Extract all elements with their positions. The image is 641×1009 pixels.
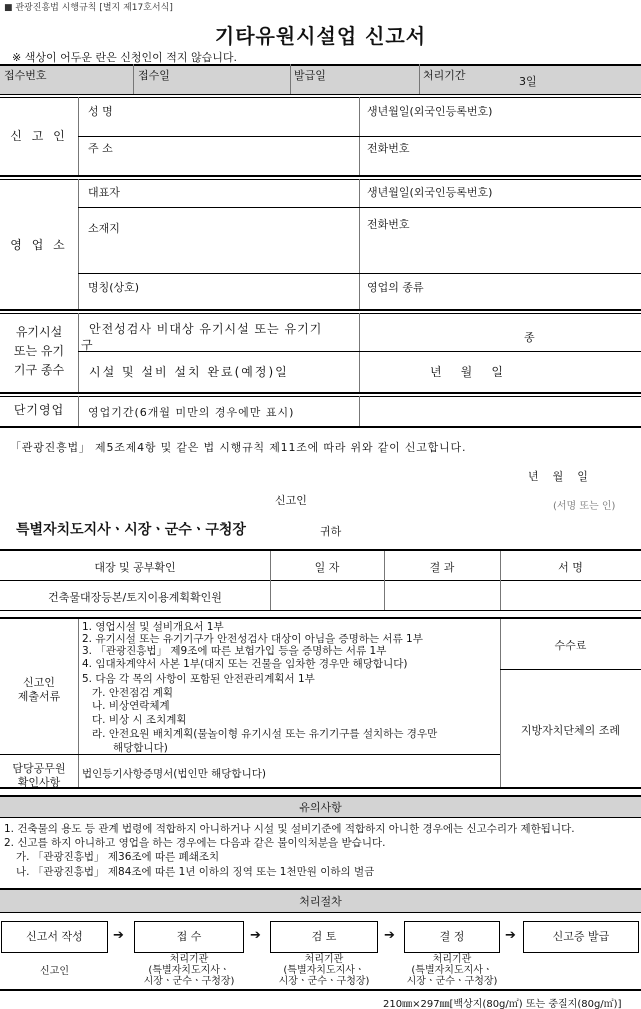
shaded-note: ※ 색상이 어두운 란은 신청인이 적지 않습니다. — [12, 51, 237, 64]
step-actor-agency-detail: 시장ㆍ군수ㆍ구청장) — [278, 976, 370, 987]
document-subitem-cont: 해당합니다) — [113, 742, 168, 754]
document-subitem: 라. 안전요원 배치계획(물놀이형 유기시설 또는 유기기구를 설치하는 경우만 — [92, 728, 438, 740]
step-label: 검 토 — [311, 930, 337, 943]
step-label: 신고증 발급 — [552, 930, 610, 943]
facility-section-label-3: 기구 종수 — [13, 363, 65, 377]
step-receipt — [134, 921, 244, 953]
step-actor-agency-detail: (특별자치도지사ㆍ — [411, 965, 493, 976]
official-check-item: 법인등기사항증명서(법인만 해당합니다) — [82, 768, 266, 780]
step-review — [270, 921, 378, 953]
step-actor-agency: 처리기관 — [432, 954, 472, 965]
issue-date-label: 발급일 — [294, 69, 326, 82]
applicant-section-label: 신 고 인 — [10, 129, 68, 143]
applicant-phone-label[interactable]: 전화번호 — [367, 142, 410, 155]
trade-name-label[interactable]: 명칭(상호) — [88, 281, 140, 294]
declaration-text: 「관광진흥법」 제5조제4항 및 같은 법 시행규칙 제11조에 따라 위와 같이 신고합니다. — [10, 441, 467, 454]
business-period-label[interactable]: 영업기간(6개월 미만의 경우에만 표시) — [88, 406, 295, 419]
arrow-icon: ➔ — [505, 928, 516, 943]
arrow-icon: ➔ — [250, 928, 261, 943]
cautions-title: 유의사항 — [299, 801, 342, 814]
document-item: 5. 다음 각 목의 사항이 포함된 안전관리계획서 1부 — [82, 673, 315, 685]
step-label: 결 정 — [439, 930, 465, 943]
applicant-address-label[interactable]: 주 소 — [88, 142, 113, 155]
caution-subitem: 가. 「관광진흥법」 제36조에 따른 폐쇄조치 — [16, 851, 220, 863]
non-safety-facility-label: 안전성검사 비대상 유기시설 또는 유기기 — [89, 322, 323, 336]
completion-date-units[interactable]: 년 월 일 — [430, 365, 503, 379]
form-reference: ■ 관광진흥법 시행규칙 [별지 제17호서식] — [4, 3, 173, 13]
sign-label[interactable]: (서명 또는 인) — [553, 501, 616, 512]
verify-row-label: 건축물대장등본/토지이용계획확인원 — [48, 591, 222, 604]
step-actor-agency-detail: (특별자치도지사ㆍ — [283, 965, 365, 976]
official-check-label-2: 확인사항 — [17, 776, 61, 789]
verify-header-records: 대장 및 공부확인 — [94, 561, 176, 574]
receipt-number-label: 접수번호 — [4, 69, 47, 82]
verify-header-date: 일 자 — [314, 561, 340, 574]
step-actor-agency-detail: (특별자치도지사ㆍ — [148, 965, 230, 976]
verify-header-result: 결 과 — [429, 561, 455, 574]
recipient: 특별자치도지사ㆍ시장ㆍ군수ㆍ구청장 — [16, 522, 246, 538]
document-item: 3. 「관광진흥법」 제9조에 따른 보험가입 등을 증명하는 서류 1부 — [82, 645, 387, 657]
document-item: 2. 유기시설 또는 유기기구가 안전성검사 대상이 아님을 증명하는 서류 1부 — [82, 633, 423, 645]
document-subitem: 가. 안전점검 계획 — [92, 687, 174, 699]
document-item: 1. 영업시설 및 설비개요서 1부 — [82, 621, 224, 633]
business-section-label: 영 업 소 — [10, 238, 68, 252]
non-safety-facility-label-cont: 구 — [81, 338, 93, 352]
document-subitem: 나. 비상연락체계 — [92, 700, 170, 712]
procedure-title: 처리절차 — [299, 895, 342, 908]
business-type-label[interactable]: 영업의 종류 — [367, 281, 424, 294]
step-issue-certificate — [523, 921, 639, 953]
step-actor-agency: 처리기관 — [304, 954, 344, 965]
business-phone-label[interactable]: 전화번호 — [367, 218, 410, 231]
fee-value: 지방자치단체의 조례 — [520, 724, 621, 737]
facility-section-label-1: 유기시설 — [15, 325, 63, 339]
caution-subitem: 나. 「관광진흥법」 제84조에 따른 1년 이하의 징역 또는 1천만원 이하의 벌금 — [16, 866, 375, 878]
declaration-date[interactable]: 년 월 일 — [528, 470, 588, 483]
step-actor-agency: 처리기관 — [169, 954, 209, 965]
declarant-label: 신고인 — [275, 494, 307, 507]
step-actor-agency-detail: 시장ㆍ군수ㆍ구청장) — [406, 976, 498, 987]
arrow-icon: ➔ — [384, 928, 395, 943]
applicant-birth-label[interactable]: 생년월일(외국인등록번호) — [367, 105, 493, 118]
completion-date-label: 시설 및 설비 설치 완료(예정)일 — [89, 365, 289, 379]
location-label[interactable]: 소재지 — [88, 222, 120, 235]
step-actor-declarant: 신고인 — [40, 966, 69, 977]
receipt-date-label: 접수일 — [138, 69, 170, 82]
form-title: 기타유원시설업 신고서 — [214, 24, 427, 48]
verify-header-signature: 서 명 — [558, 561, 583, 574]
representative-label[interactable]: 대표자 — [88, 186, 120, 199]
paper-spec: 210㎜×297㎜[백상지(80g/㎡) 또는 중질지(80g/㎡)] — [383, 999, 622, 1009]
short-term-section-label: 단기영업 — [13, 403, 65, 417]
fee-label: 수수료 — [554, 639, 587, 652]
step-write-form — [1, 921, 108, 953]
documents-section-label-2: 제출서류 — [17, 690, 61, 703]
official-check-label-1: 담당공무원 — [12, 762, 66, 775]
processing-period-label: 처리기간 — [423, 69, 466, 82]
documents-section-label-1: 신고인 — [23, 676, 55, 689]
kind-unit[interactable]: 종 — [524, 331, 535, 344]
caution-item: 1. 건축물의 용도 등 관계 법령에 적합하지 아니하거나 시설 및 설비기준에 적합하지 아니한 경우에는 신고수리가 제한됩니다. — [4, 823, 575, 835]
step-actor-agency-detail: 시장ㆍ군수ㆍ구청장) — [143, 976, 235, 987]
representative-birth-label[interactable]: 생년월일(외국인등록번호) — [367, 186, 493, 199]
step-decision — [404, 921, 500, 953]
facility-section-label-2: 또는 유기 — [13, 344, 65, 358]
processing-period-value: 3일 — [519, 75, 537, 88]
step-label: 접 수 — [176, 930, 202, 943]
step-label: 신고서 작성 — [26, 930, 83, 943]
document-item: 4. 임대차계약서 사본 1부(대지 또는 건물을 임차한 경우만 해당합니다) — [82, 658, 408, 670]
recipient-suffix: 귀하 — [320, 525, 342, 538]
caution-item: 2. 신고를 하지 아니하고 영업을 하는 경우에는 다음과 같은 불이익처분을 받습니다. — [4, 837, 386, 849]
document-subitem: 다. 비상 시 조치계획 — [92, 714, 187, 726]
arrow-icon: ➔ — [113, 928, 124, 943]
applicant-name-label[interactable]: 성 명 — [88, 105, 113, 118]
